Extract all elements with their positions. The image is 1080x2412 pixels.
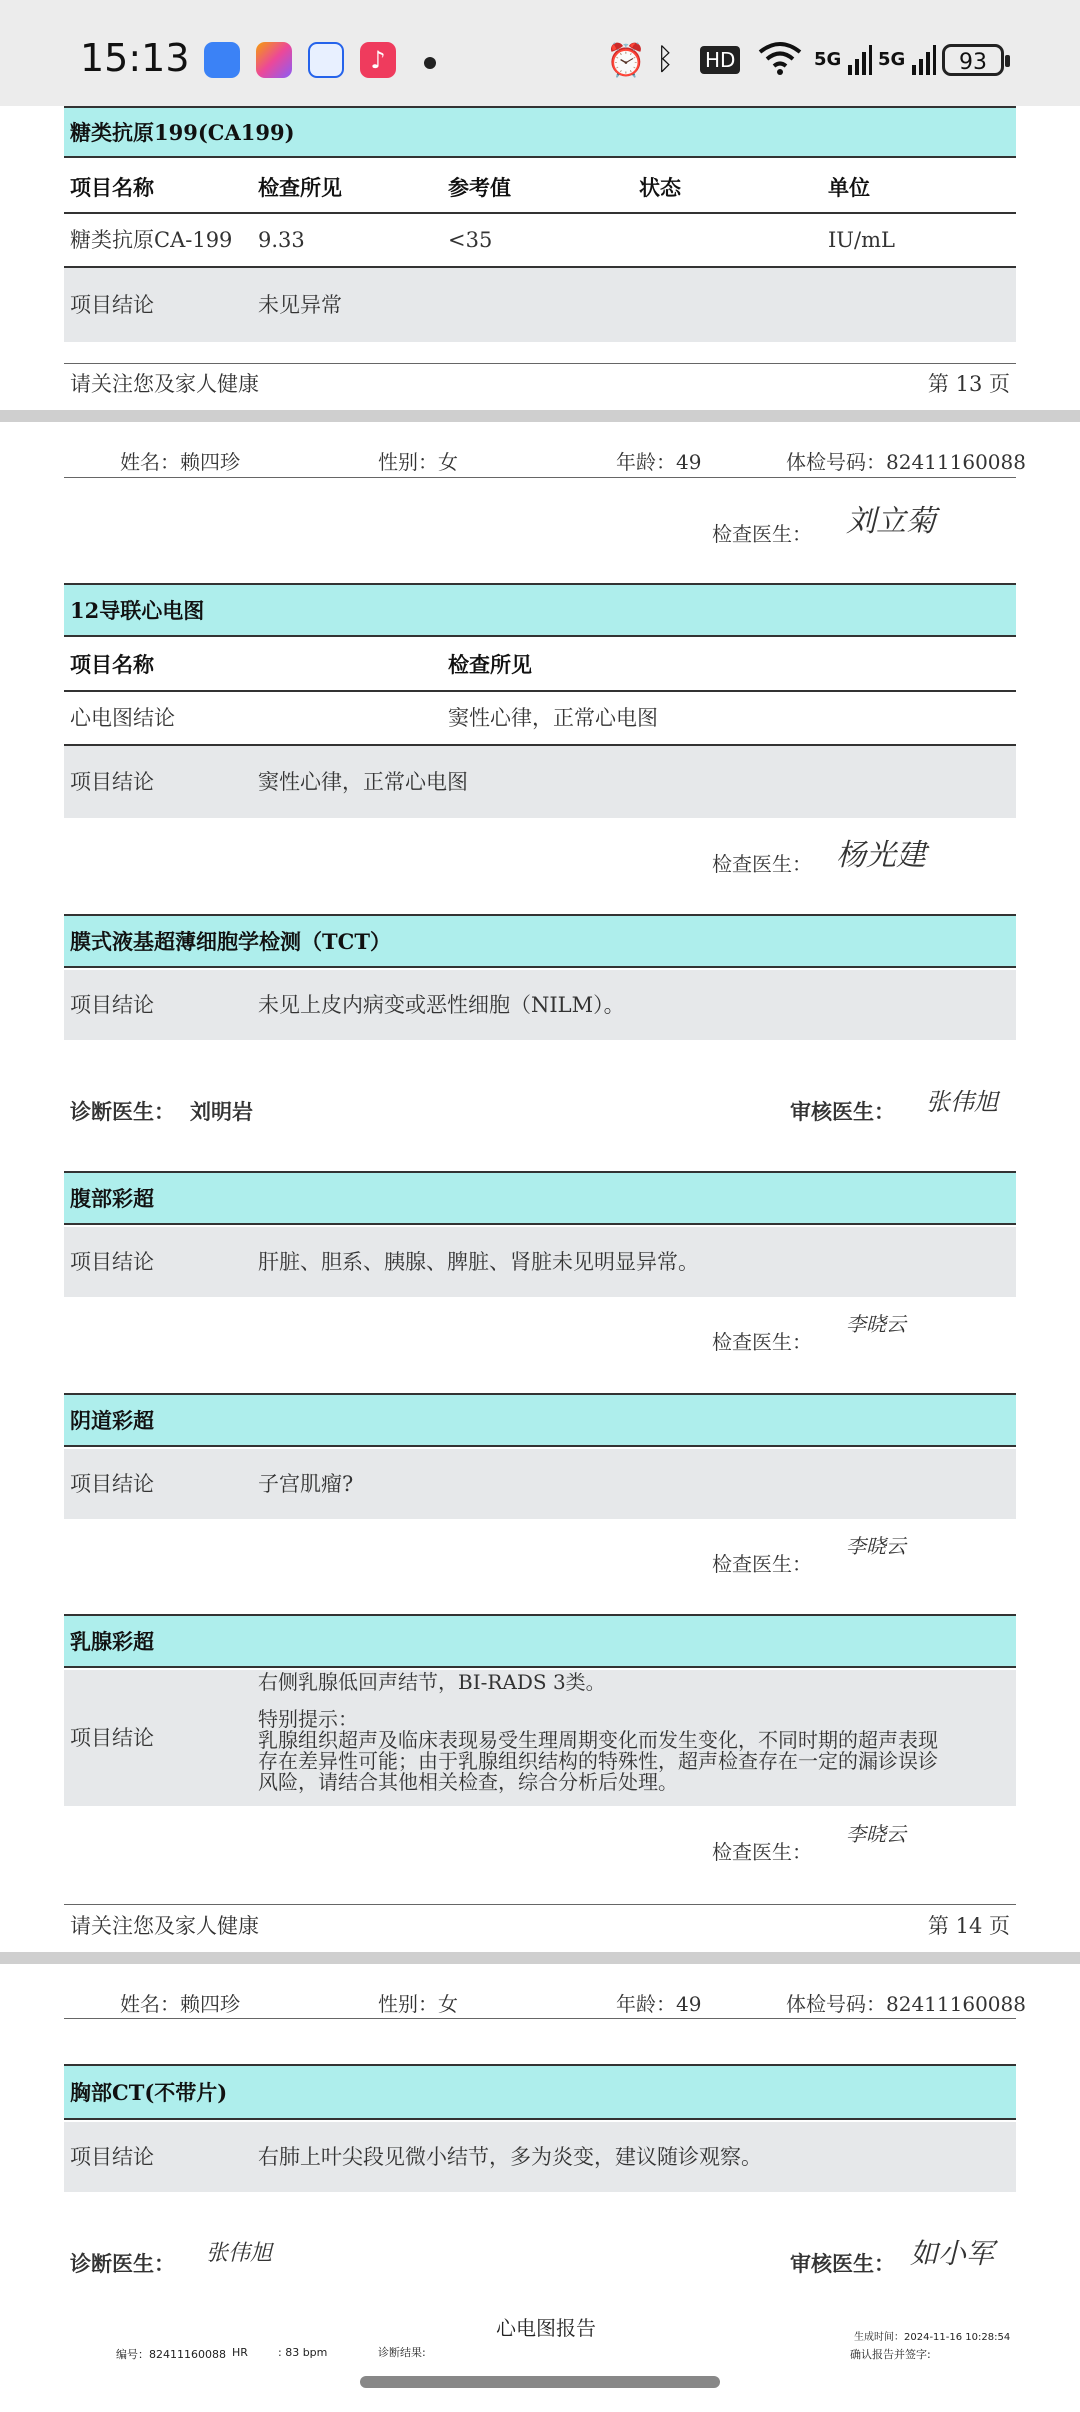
conclusion-label: 项目结论 (70, 293, 154, 317)
section-title-abdomen: 腹部彩超 (64, 1171, 1016, 1225)
footer-divider (64, 1904, 1016, 1905)
header-finding: 检查所见 (258, 175, 342, 200)
ecg-confirm-sign: 确认报告并签字: (850, 2348, 931, 2361)
wifi-icon (758, 40, 802, 80)
table-header (64, 642, 1016, 688)
conclusion-row (64, 1449, 1016, 1519)
diagnosis-doctor-label: 诊断医生： (70, 2251, 175, 2276)
header-item-name: 项目名称 (70, 652, 154, 677)
doctor-label: 检查医生： (712, 1330, 812, 1354)
doctor-label: 检查医生： (712, 522, 812, 546)
cell-reference: <35 (448, 228, 493, 252)
hd-icon: HD (700, 40, 740, 80)
doctor-signature: 杨光建 (836, 838, 926, 873)
cell-item-name: 心电图结论 (70, 706, 175, 730)
special-note-line: 风险，请结合其他相关检查，综合分析后处理。 (258, 1770, 678, 1794)
section-title-ecg: 12导联心电图 (64, 583, 1016, 637)
doctor-signature: 李晓云 (846, 1822, 906, 1846)
alarm-icon: ⏰ (606, 41, 646, 79)
header-item-name: 项目名称 (70, 175, 154, 200)
diagnosis-doctor-label: 诊断医生： (70, 1099, 175, 1124)
ecg-hr-label: HR (232, 2346, 248, 2359)
conclusion-text: 未见异常 (258, 293, 342, 317)
diagnosis-doctor-signature: 张伟旭 (206, 2241, 273, 2266)
conclusion-text: 右肺上叶尖段见微小结节，多为炎变，建议随诊观察。 (258, 2145, 762, 2169)
footer-note: 请关注您及家人健康 (70, 372, 259, 396)
review-doctor-label: 审核医生： (790, 2251, 895, 2276)
patient-name: 姓名：赖四珍 (120, 1992, 240, 2016)
table-header (64, 164, 1016, 212)
ecg-report-title: 心电图报告 (496, 2316, 596, 2340)
header-unit: 单位 (828, 175, 870, 200)
conclusion-label: 项目结论 (70, 2145, 154, 2169)
conclusion-row (64, 268, 1016, 342)
app-icon-colorful (256, 42, 292, 78)
bluetooth-icon: ᛒ (656, 42, 674, 77)
patient-id: 体检号码：82411160088 (786, 450, 1026, 474)
ecg-generated-time: 生成时间：2024-11-16 10:28:54 (854, 2332, 1011, 2343)
header-status: 状态 (639, 175, 681, 200)
divider (64, 477, 1016, 478)
music-icon: ♪ (360, 42, 396, 78)
patient-gender: 性别：女 (378, 450, 458, 474)
patient-age: 年龄：49 (616, 450, 702, 474)
doctor-label: 检查医生： (712, 1840, 812, 1864)
section-title-tct: 膜式液基超薄细胞学检测（TCT） (64, 914, 1016, 968)
conclusion-label: 项目结论 (70, 770, 154, 794)
review-doctor-signature: 如小军 (910, 2237, 995, 2270)
conclusion-label: 项目结论 (70, 1250, 154, 1274)
conclusion-text (258, 1672, 1014, 1793)
cell-finding: 9.33 (258, 228, 305, 252)
ecg-report-id: 编号：82411160088 (116, 2348, 226, 2361)
doctor-label: 检查医生： (712, 1552, 812, 1576)
footer-divider (64, 363, 1016, 364)
special-note-line: 乳腺组织超声及临床表现易受生理周期变化而发生变化，不同时期的超声表现 (258, 1728, 938, 1752)
section-title-chest-ct: 胸部CT(不带片) (64, 2064, 1016, 2120)
section-title-breast: 乳腺彩超 (64, 1614, 1016, 1668)
notification-dot (424, 57, 436, 69)
patient-name: 姓名：赖四珍 (120, 450, 240, 474)
conclusion-label: 项目结论 (70, 993, 154, 1017)
ecg-hr-value: : 83 bpm (278, 2346, 328, 2359)
doctor-signature: 刘立菊 (846, 504, 936, 539)
patient-id: 体检号码：82411160088 (786, 1992, 1026, 2016)
cell-unit: IU/mL (828, 228, 895, 252)
conclusion-row (64, 970, 1016, 1040)
patient-gender: 性别：女 (378, 1992, 458, 2016)
page-gap (0, 1952, 1080, 1964)
conclusion-label: 项目结论 (70, 1726, 154, 1750)
doctor-label: 检查医生： (712, 852, 812, 876)
divider (64, 2018, 1016, 2019)
conclusion-text: 子宫肌瘤? (258, 1472, 354, 1496)
special-note-line: 存在差异性可能；由于乳腺组织结构的特殊性，超声检查存在一定的漏诊误诊 (258, 1749, 938, 1773)
baidu-icon (308, 42, 344, 78)
conclusion-text: 窦性心律，正常心电图 (258, 770, 468, 794)
header-finding: 检查所见 (448, 652, 532, 677)
review-doctor-label: 审核医生： (790, 1099, 895, 1124)
cell-item-name: 糖类抗原CA-199 (70, 228, 233, 252)
page-gap (0, 410, 1080, 422)
table-row (64, 692, 1016, 744)
footer-note: 请关注您及家人健康 (70, 1914, 259, 1938)
conclusion-row (64, 746, 1016, 818)
signal-icon-2: 5G (878, 40, 936, 80)
conclusion-row (64, 2122, 1016, 2192)
ecg-diagnosis-label: 诊断结果: (378, 2346, 426, 2359)
doctor-signature: 李晓云 (846, 1534, 906, 1558)
app-icon-blue (204, 42, 240, 78)
page-number: 第 14 页 (927, 1914, 1010, 1938)
status-bar (0, 0, 1080, 106)
status-time: 15:13 (80, 36, 190, 80)
page-number: 第 13 页 (927, 372, 1010, 396)
table-row (64, 214, 1016, 266)
diagnosis-doctor-name: 刘明岩 (190, 1099, 253, 1124)
battery-indicator: 93 (942, 44, 1004, 76)
conclusion-label: 项目结论 (70, 1472, 154, 1496)
patient-age: 年龄：49 (616, 1992, 702, 2016)
doctor-signature: 李晓云 (846, 1312, 906, 1336)
section-title-ca199: 糖类抗原199(CA199) (64, 106, 1016, 158)
header-reference: 参考值 (448, 175, 511, 200)
cell-finding: 窦性心律，正常心电图 (448, 706, 658, 730)
home-indicator[interactable] (360, 2376, 720, 2388)
review-doctor-signature: 张伟旭 (926, 1088, 998, 1116)
conclusion-text: 肝脏、胆系、胰腺、脾脏、肾脏未见明显异常。 (258, 1250, 699, 1274)
section-title-vaginal: 阴道彩超 (64, 1393, 1016, 1447)
signal-icon-1: 5G (814, 40, 872, 80)
conclusion-text: 未见上皮内病变或恶性细胞（NILM）。 (258, 993, 625, 1017)
conclusion-row (64, 1670, 1016, 1806)
special-note-label: 特别提示： (258, 1707, 358, 1731)
conclusion-line: 右侧乳腺低回声结节，BI-RADS 3类。 (258, 1670, 606, 1694)
conclusion-row (64, 1227, 1016, 1297)
